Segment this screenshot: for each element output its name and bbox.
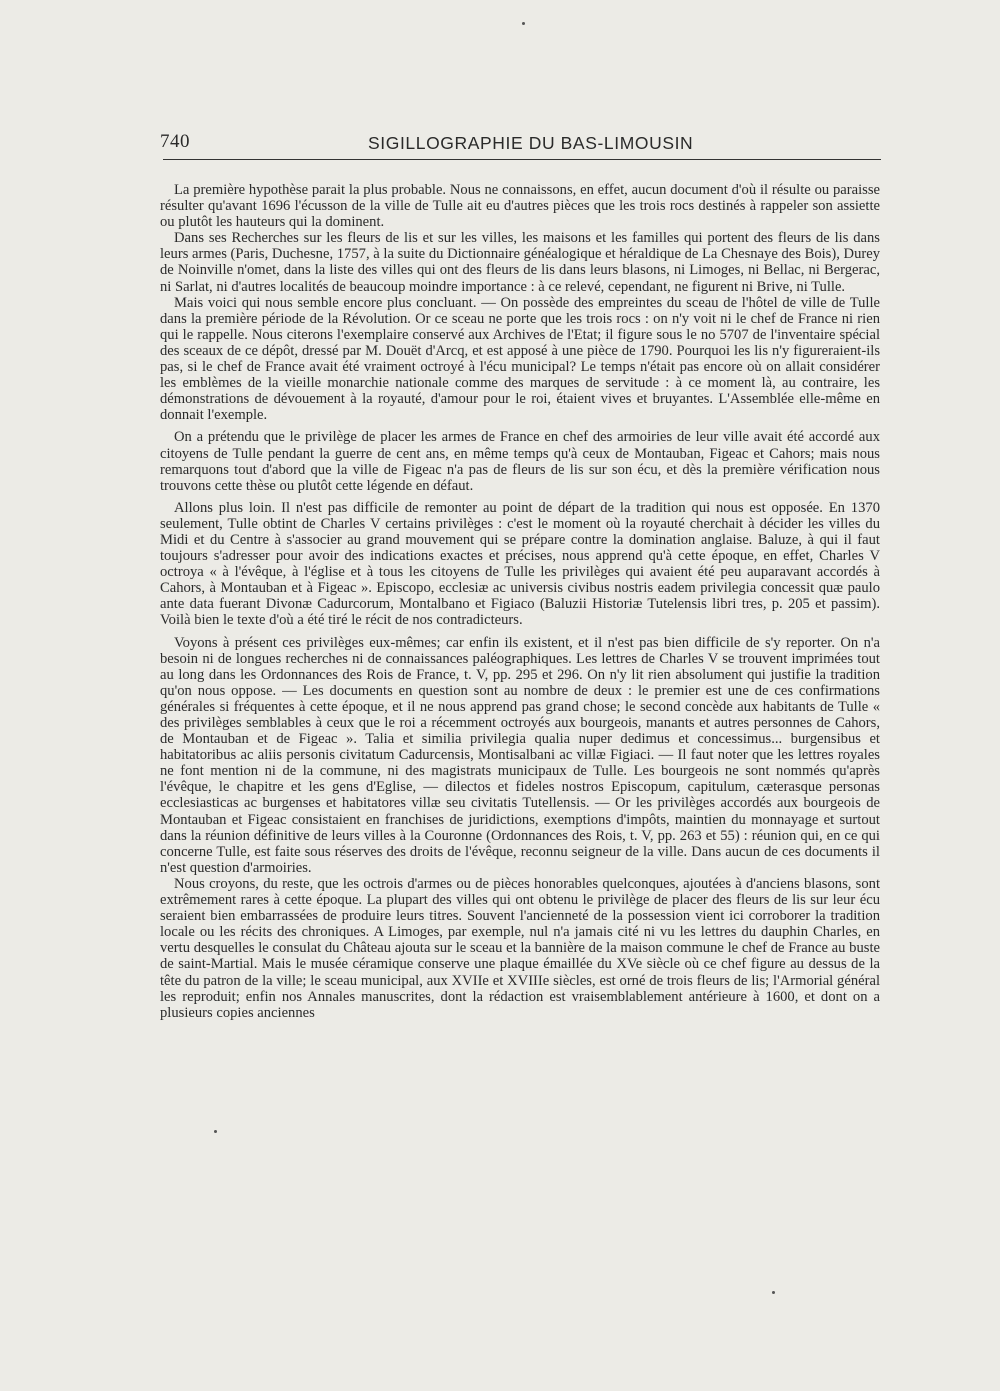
body-text bbox=[160, 182, 880, 1021]
page-number: 740 bbox=[160, 131, 190, 152]
paper-speck bbox=[522, 22, 525, 25]
paragraph: Nous croyons, du reste, que les octrois d'armes ou de pièces honorables quelconques, ajoutées à d'anciens blasons, sont extrêmement rares à cette époque. La plupart des villes qui ont obtenu le privilège de placer des fleurs de lis sur leur écu seraient bien embarrassées de produire leurs titres. Souvent l'ancienneté de la possession vient ici corroborer la tradition locale ou les récits des chroniques. A Limoges, par exemple, nul n'a jamais cité ni vu les lettres du dauphin Charles, en vertu desquelles le consulat du Château ajouta sur le sceau et la bannière de la maison commune le chef de France au buste de saint-Martial. Mais le musée céramique conserve une plaque émaillée du XVe siècle où ce chef figure au dessus de la tête du patron de la ville; le sceau municipal, aux XVIIe et XVIIIe siècles, est orné de trois fleurs de lis; l'Armorial général les reproduit; enfin nos Annales manuscrites, dont la rédaction est vraisemblablement antérieure à 1600, et dont on a plusieurs copies anciennes bbox=[160, 875, 880, 1021]
paragraph: Dans ses Recherches sur les fleurs de lis et sur les villes, les maisons et les familles qui portent des fleurs de lis dans leurs armes (Paris, Duchesne, 1757, à la suite du Dictionnaire généalogique et héraldique de La Chesnaye des Bois), Durey de Noinville n'omet, dans la liste des villes qui ont des fleurs de lis dans leurs blasons, ni Limoges, ni Bellac, ni Bergerac, ni Sarlat, ni d'autres localités de beaucoup moindre importance : à ce relevé, cependant, ne figurent ni Brive, ni Tulle. bbox=[160, 230, 880, 295]
paragraph: Voyons à présent ces privilèges eux-mêmes; car enfin ils existent, et il n'est pas bien difficile de s'y reporter. On n'a besoin ni de longues recherches ni de connaissances paléographiques. Les lettres de Charles V se trouvent imprimées tout au long dans les Ordonnances des Rois de France, t. V, pp. 295 et 296. On n'y lit rien absolument qui justifie la tradition qu'on nous oppose. — Les documents en question sont au nombre de deux : le premier est une de ces confirmations générales si fréquentes à cette époque, et il ne nous apprend pas grand chose; le second concède aux habitants de Tulle « des privilèges semblables à ceux que le roi a récemment octroyés aux bourgeois, manants et autres personnes de Cahors, de Montauban et de Figeac ». Talia et similia privilegia qualia nuper dedimus et concessimus... burgensibus et habitatoribus ac aliis personis civitatum Cadurcensis, Montisalbani ac villæ Figiaci. — Il faut noter que les lettres royales ne font mention ni de la commune, ni des magistrats municipaux de Tulle. Les bourgeois ne sont nommés qu'après l'évêque, le chapitre et les gens d'Eglise, — dilectos et fideles nostros Episcopum, capitulum, cæterasque personas ecclesiasticas ac burgenses et habitatores villæ seu civitatis Tutellensis. — Or les privilèges accordés aux bourgeois de Montauban et Figeac consistaient en franchises de juridictions, exemptions d'impôts, maintien du monnayage et surtout dans la réunion définitive de leurs villes à la Couronne (Ordonnances des Rois, t. V, pp. 263 et 55) : réunion qui, en ce qui concerne Tulle, est faite sous réserves des droits de l'évêque, reconnu seigneur de la ville. Dans aucun de ces documents il n'est question d'armoiries. bbox=[160, 634, 880, 876]
paper-speck bbox=[772, 1291, 775, 1294]
paragraph: On a prétendu que le privilège de placer les armes de France en chef des armoiries de leur ville avait été accordé aux citoyens de Tulle pendant la guerre de cent ans, en même temps qu'à ceux de Montauban, Figeac et Cahors; mais nous remarquons tout d'abord que la ville de Figeac n'a pas de fleurs de lis sur son écu, et dès la première vérification nous trouvons cette thèse ou plutôt cette légende en défaut. bbox=[160, 429, 880, 494]
paragraph: Mais voici qui nous semble encore plus concluant. — On possède des empreintes du sceau de l'hôtel de ville de Tulle dans la première période de la Révolution. Or ce sceau ne porte que les trois rocs : on n'y voit ni le chef de France ni rien qui le rappelle. Nous citerons l'exemplaire conservé aux Archives de l'Etat; il figure sous le no 5707 de l'inventaire spécial des sceaux de ce dépôt, dressé par M. Douët d'Arcq, et est apposé à une pièce de 1790. Pourquoi les lis n'y figureraient-ils pas, si le chef de France avait été vraiment octroyé à l'écu municipal? Le temps n'était pas encore où on allait considérer les emblèmes de la vieille monarchie nationale comme des marques de servitude : à ce moment là, au contraire, les démonstrations de dévouement à la royauté, d'amour pour le roi, étaient vives et bruyantes. L'Assemblée elle-même en donnait l'exemple. bbox=[160, 294, 880, 424]
header-rule bbox=[163, 159, 881, 160]
paper-speck bbox=[214, 1130, 217, 1133]
paragraph: Allons plus loin. Il n'est pas difficile de remonter au point de départ de la tradition qui nous est opposée. En 1370 seulement, Tulle obtint de Charles V certains privilèges : c'est le moment où la royauté cherchait à décider les villes du Midi et du Centre à s'associer au grand mouvement qui se prépare contre la domination anglaise. Baluze, à qui il faut toujours s'adresser pour avoir des indications exactes et précises, nous apprend qu'à cette époque, en effet, Charles V octroya « à l'évêque, à l'église et à tous les citoyens de Tulle les privilèges qui avaient été peu auparavant accordés à Cahors, à Montauban et à Figeac ». Episcopo, ecclesiæ ac universis civibus nostris eadem privilegia concessit quæ paulo ante data fuerant Divonæ Cadurcorum, Montalbano et Figiaco (Baluzii Historiæ Tutelensis libri tres, p. 205 et passim). Voilà bien le texte d'où a été tiré le récit de nos contradicteurs. bbox=[160, 499, 880, 629]
paragraph: La première hypothèse parait la plus probable. Nous ne connaissons, en effet, aucun document d'où il résulte ou paraisse résulter qu'avant 1696 l'écusson de la ville de Tulle ait eu d'autres pièces que les trois rocs destinés à rappeler son assiette ou plutôt les hauteurs qui la dominent. bbox=[160, 182, 880, 231]
page-header bbox=[160, 131, 880, 161]
running-title: SIGILLOGRAPHIE DU BAS-LIMOUSIN bbox=[368, 133, 694, 153]
